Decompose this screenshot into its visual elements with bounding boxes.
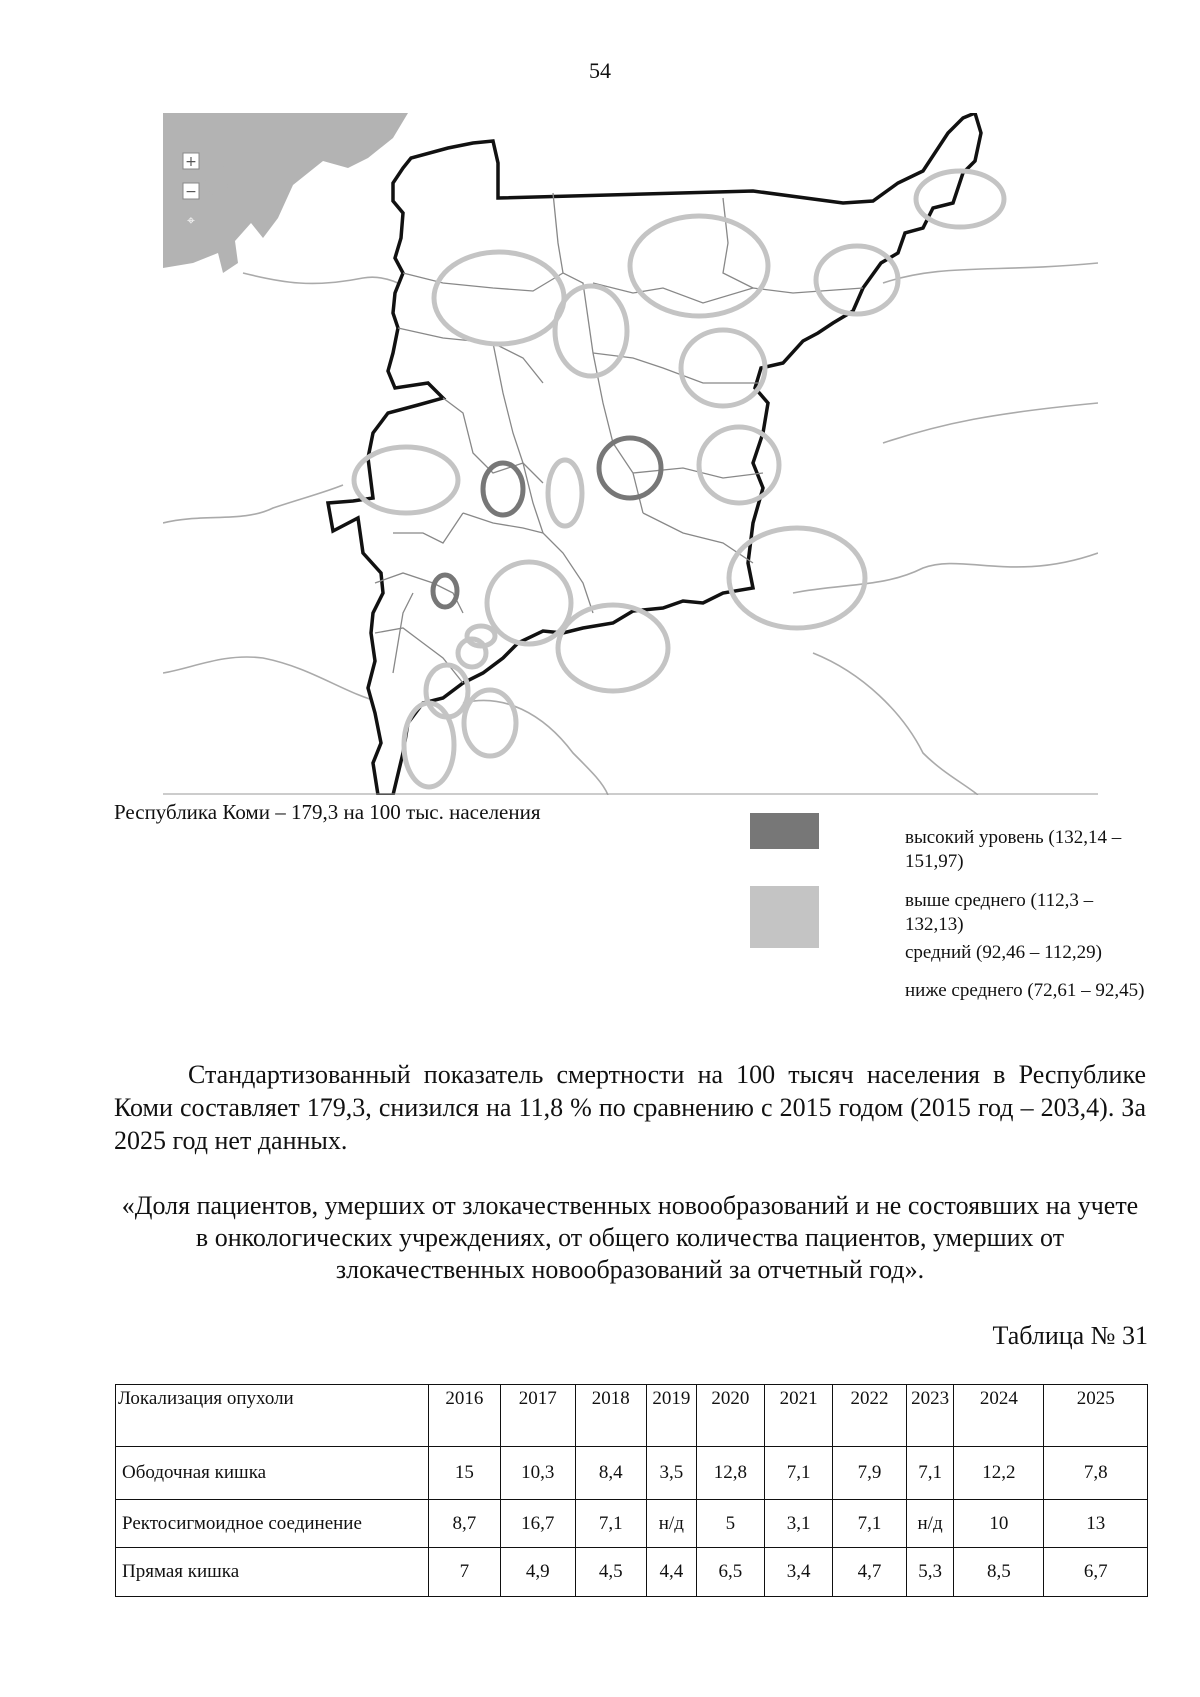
legend-swatch-high [750, 813, 819, 849]
table-cell: 7,9 [833, 1447, 906, 1500]
legend-label-high: высокий уровень (132,14 – 151,97) [905, 827, 1122, 872]
table-cell: 5 [696, 1500, 764, 1548]
table-cell: 12,8 [696, 1447, 764, 1500]
row-label: Ректосигмоидное соединение [116, 1500, 429, 1548]
table-cell: 4,4 [646, 1548, 696, 1597]
header-cell: 2020 [696, 1385, 764, 1447]
table-cell: 6,7 [1044, 1548, 1148, 1597]
table-cell: 13 [1044, 1500, 1148, 1548]
indicator-title: «Доля пациентов, умерших от злокачественных новообразований и не состоявших на учете в онкологических учреждениях, от общего количества пациентов, умерших от злокачественных новообразований за отчетный год». [121, 1191, 1139, 1284]
table-cell: 12,2 [954, 1447, 1044, 1500]
table-cell: 7,1 [833, 1500, 906, 1548]
map-caption: Республика Коми – 179,3 на 100 тыс. населения [114, 800, 541, 824]
table-cell: 6,5 [696, 1548, 764, 1597]
table-cell: 7 [428, 1548, 500, 1597]
body-paragraph: Стандартизованный показатель смертности на 100 тысяч населения в Республике Коми составляет 179,3, снизился на 11,8 % по сравнению с 2015 годом (2015 год – 203,4). За 2025 год нет данных. [114, 1060, 1146, 1155]
zoom-out-icon: − [185, 184, 197, 200]
table-cell: 10 [954, 1500, 1044, 1548]
table-cell: 5,3 [906, 1548, 954, 1597]
data-table [115, 1384, 1148, 1597]
row-label: Прямая кишка [116, 1548, 429, 1597]
header-cell: 2017 [501, 1385, 576, 1447]
header-cell: 2025 [1044, 1385, 1148, 1447]
header-cell: 2016 [428, 1385, 500, 1447]
header-cell: 2019 [646, 1385, 696, 1447]
table-cell: 3,4 [764, 1548, 832, 1597]
table-cell: 10,3 [501, 1447, 576, 1500]
legend-label-below-average: ниже среднего (72,61 – 92,45) [905, 980, 1145, 1001]
table-cell: 7,1 [764, 1447, 832, 1500]
legend-label-average: средний (92,46 – 112,29) [905, 942, 1102, 963]
row-label: Ободочная кишка [116, 1447, 429, 1500]
locate-icon: ⌖ [187, 213, 195, 229]
map-canvas [163, 113, 1098, 795]
table-row [116, 1548, 1148, 1597]
table-cell: 4,5 [575, 1548, 646, 1597]
header-cell: 2022 [833, 1385, 906, 1447]
table-cell: 4,7 [833, 1548, 906, 1597]
legend-swatch-above-average [750, 886, 819, 948]
table-cell: 8,5 [954, 1548, 1044, 1597]
district-marker [404, 703, 454, 787]
table-cell: 4,9 [501, 1548, 576, 1597]
page-number: 54 [589, 58, 611, 83]
table-row [116, 1447, 1148, 1500]
table-number: Таблица № 31 [992, 1321, 1148, 1350]
legend-label-above-average: выше среднего (112,3 – 132,13) [905, 890, 1094, 935]
region-map[interactable] [163, 113, 1098, 795]
table-cell: н/д [646, 1500, 696, 1548]
table-cell: 7,1 [906, 1447, 954, 1500]
table-header-row [116, 1385, 1148, 1447]
table-cell: 3,1 [764, 1500, 832, 1548]
table-cell: 8,7 [428, 1500, 500, 1548]
table-cell: 16,7 [501, 1500, 576, 1548]
table-cell: 7,8 [1044, 1447, 1148, 1500]
table-cell: н/д [906, 1500, 954, 1548]
table-row [116, 1500, 1148, 1548]
header-cell: Локализация опухоли [116, 1385, 429, 1447]
water-body [163, 113, 408, 273]
table-cell: 15 [428, 1447, 500, 1500]
zoom-in-icon: + [185, 154, 197, 170]
table-cell: 3,5 [646, 1447, 696, 1500]
header-cell: 2018 [575, 1385, 646, 1447]
header-cell: 2024 [954, 1385, 1044, 1447]
header-cell: 2023 [906, 1385, 954, 1447]
table-cell: 8,4 [575, 1447, 646, 1500]
header-cell: 2021 [764, 1385, 832, 1447]
table-cell: 7,1 [575, 1500, 646, 1548]
